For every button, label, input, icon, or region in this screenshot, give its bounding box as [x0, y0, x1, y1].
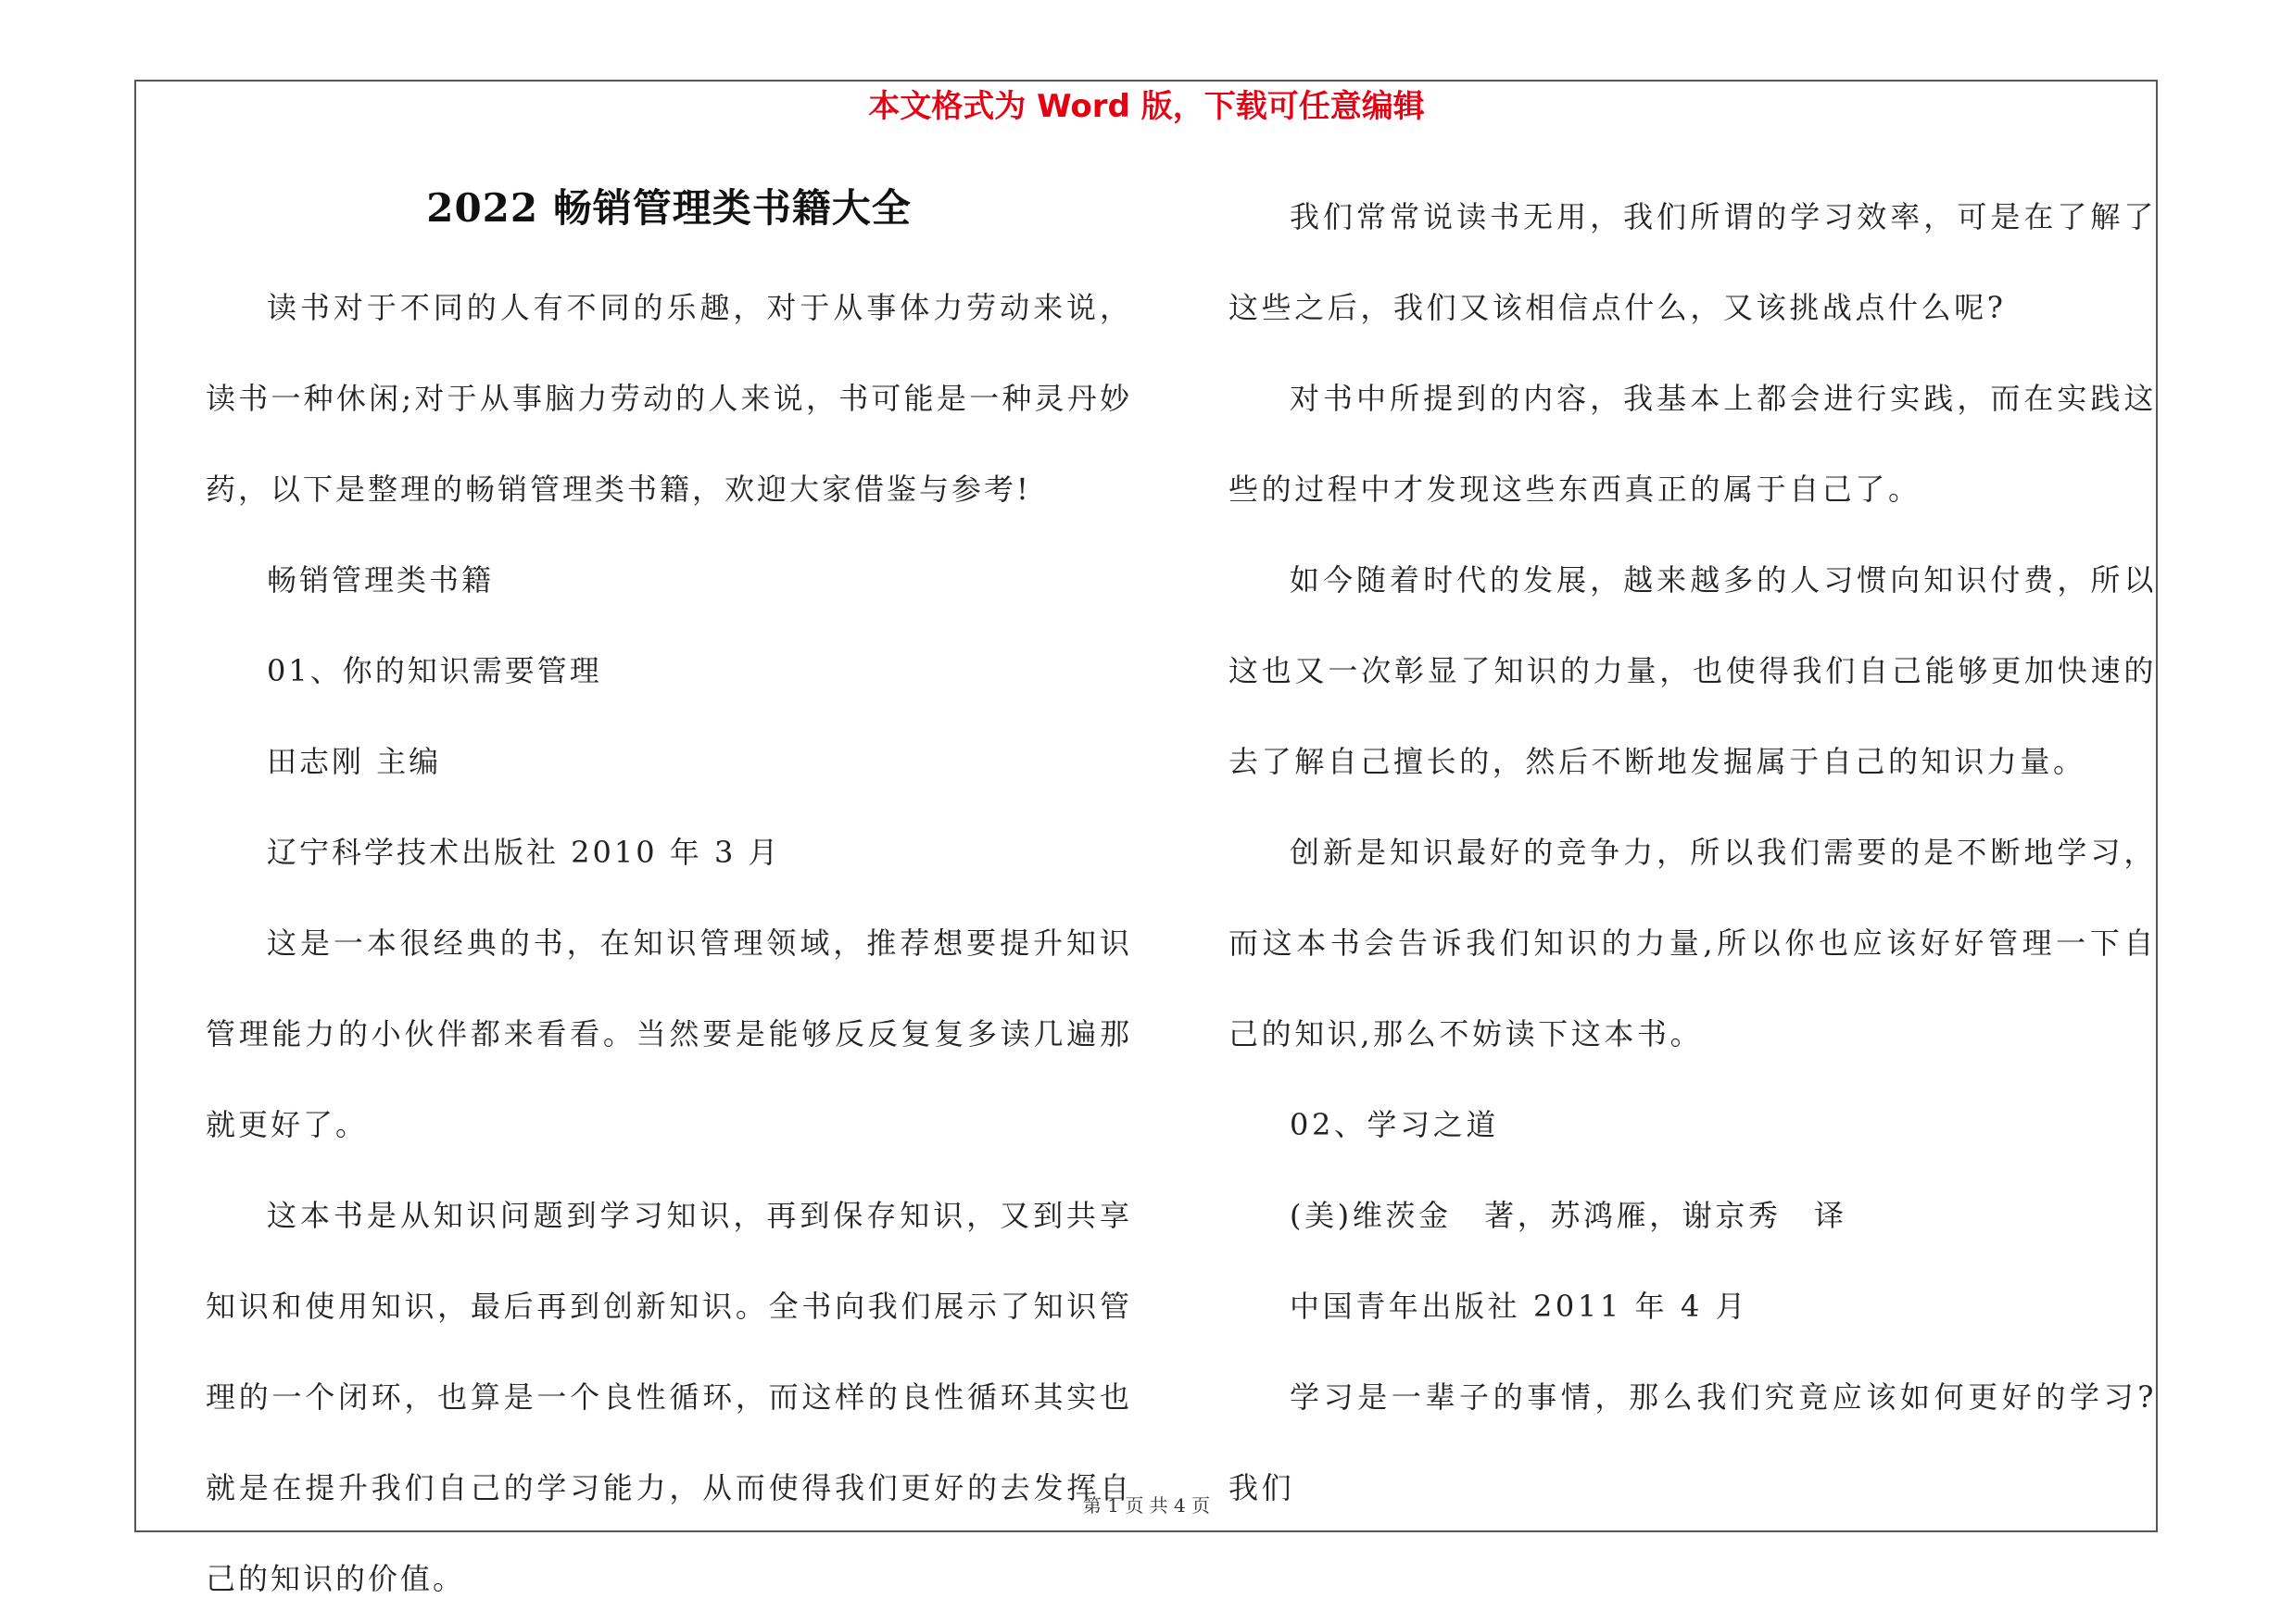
format-banner: 本文格式为 Word 版，下载可任意编辑: [868, 88, 1425, 125]
paragraph-review-01f: 创新是知识最好的竞争力，所以我们需要的是不断地学习，而这本书会告诉我们知识的力量,所以你也应该好好管理一下自己的知识,那么不妨读下这本书。: [1228, 835, 2157, 1051]
right-column: [1228, 171, 2157, 1533]
document-title: 2022 畅销管理类书籍大全: [426, 185, 912, 231]
paragraph-review-01b: 这本书是从知识问题到学习知识，再到保存知识，又到共享知识和使用知识，最后再到创新知识。全书向我们展示了知识管理的一个闭环，也算是一个良性循环，而这样的良性循环其实也就是在提升我们自己的学习能力，从而使得我们更好的去发挥自己的知识的价值。: [206, 1198, 1132, 1596]
section-heading: 畅销管理类书籍: [267, 562, 495, 598]
paragraph-review-01e: 如今随着时代的发展，越来越多的人习惯向知识付费，所以这也又一次彰显了知识的力量，也使得我们自己能够更加快速的去了解自己擅长的，然后不断地发掘属于自己的知识力量。: [1228, 562, 2157, 779]
paragraph-review-01c: 我们常常说读书无用，我们所谓的学习效率，可是在了解了这些之后，我们又该相信点什么，又该挑战点什么呢?: [1228, 199, 2157, 325]
left-column: [206, 171, 1132, 1624]
book-title-02: 02、学习之道: [1290, 1107, 1499, 1142]
book-title-01: 01、你的知识需要管理: [267, 653, 602, 688]
book-author-02: (美)维茨金 著，苏鸿雁，谢京秀 译: [1290, 1198, 1847, 1233]
paragraph-intro: 读书对于不同的人有不同的乐趣，对于从事体力劳动来说，读书一种休闲;对于从事脑力劳动的人来说，书可能是一种灵丹妙药，以下是整理的畅销管理类书籍，欢迎大家借鉴与参考!: [206, 290, 1132, 507]
book-author-01: 田志刚 主编: [267, 744, 442, 779]
book-publisher-02: 中国青年出版社 2011 年 4 月: [1290, 1289, 1749, 1324]
book-publisher-01: 辽宁科学技术出版社 2010 年 3 月: [267, 835, 781, 870]
page-number-footer: 第 1 页 共 4 页: [1082, 1494, 1211, 1517]
paragraph-review-01d: 对书中所提到的内容，我基本上都会进行实践，而在实践这些的过程中才发现这些东西真正的属于自己了。: [1228, 381, 2157, 507]
paragraph-review-02a: 学习是一辈子的事情，那么我们究竟应该如何更好的学习?我们: [1228, 1379, 2157, 1505]
paragraph-review-01a: 这是一本很经典的书，在知识管理领域，推荐想要提升知识管理能力的小伙伴都来看看。当然要是能够反反复复多读几遍那就更好了。: [206, 925, 1132, 1142]
